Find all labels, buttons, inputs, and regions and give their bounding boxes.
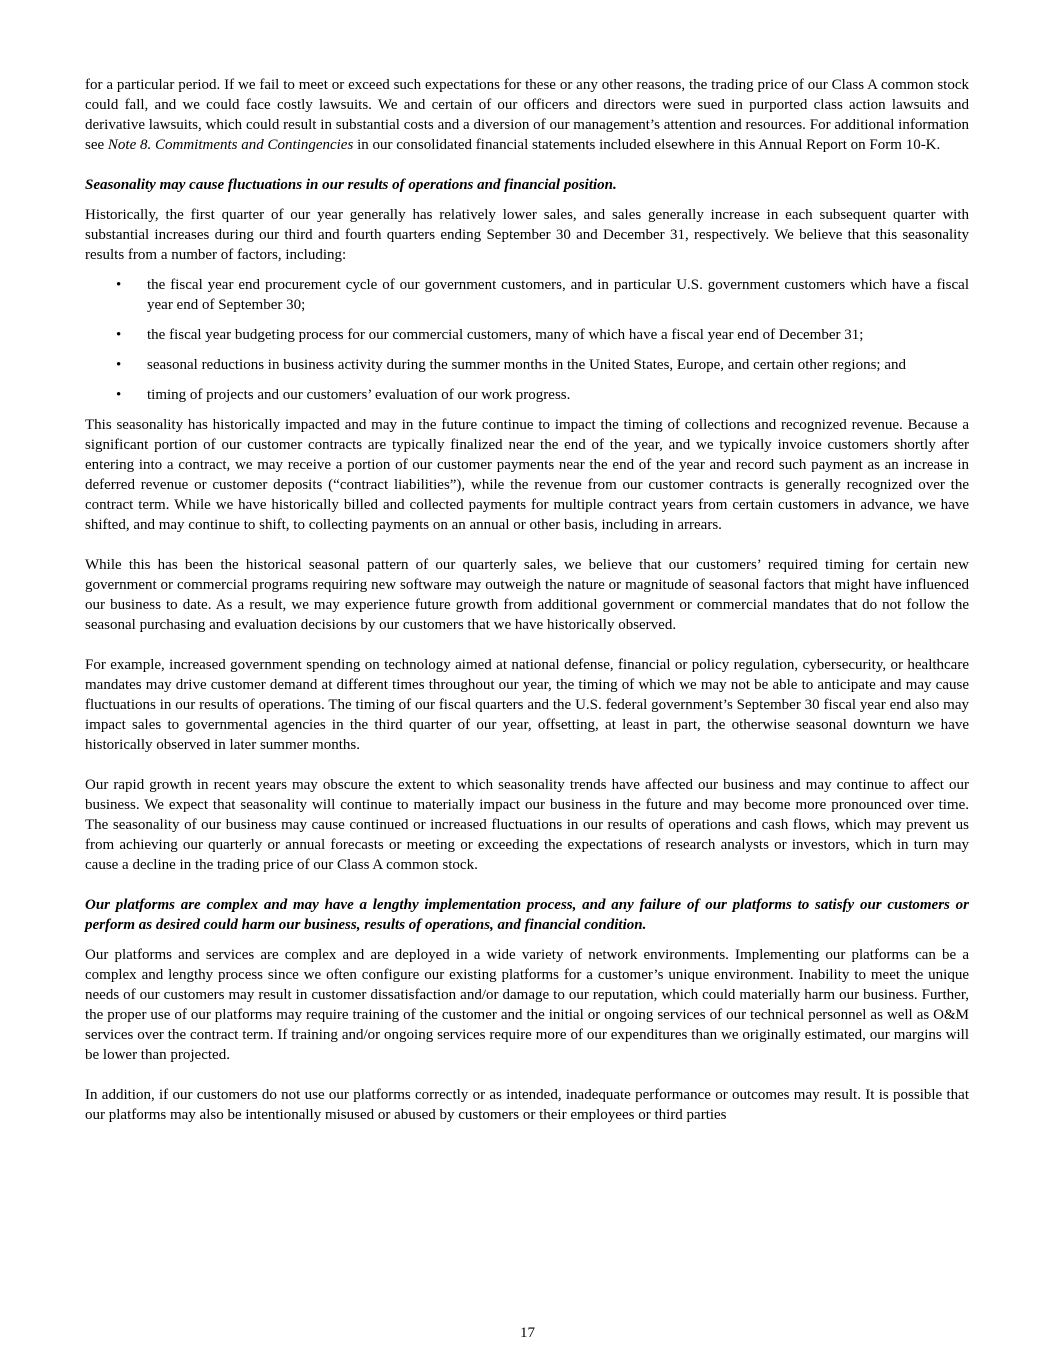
paragraph-trading-price (85, 75, 969, 155)
list-item (85, 325, 969, 345)
paragraph-historical-pattern: While this has been the historical seasonal pattern of our quarterly sales, we believe that our customers’ required timing for certain new government or commercial programs requiring new software may outweigh the nature or magnitude of seasonal factors that might have influenced our business to date. As a result, we may experience future growth from additional government or commercial mandates that do not follow the seasonal purchasing and evaluation decisions by our customers that we have historically observed. (85, 557, 969, 633)
list-item-text: the fiscal year budgeting process for our commercial customers, many of which have a fiscal year end of December 31; (147, 327, 864, 343)
paragraph-seasonality-intro: Historically, the first quarter of our year generally has relatively lower sales, and sales generally increase in each subsequent quarter with substantial increases during our third and fourth quarters ending September 30 and December 31, respectively. We believe that this seasonality results from a number of factors, including: (85, 207, 969, 263)
list-item-text: the fiscal year end procurement cycle of our government customers, and in particular U.S. government customers which have a fiscal year end of September 30; (147, 277, 969, 313)
list-item (85, 385, 969, 405)
bullet-marker: • (116, 387, 122, 403)
paragraph-text: for a particular period. If we fail to meet or exceed such expectations for these or any other reasons, the trading price of our Class A common stock could fall, and we could face costly lawsuits. We and certain of our officers and directors were sued in purported class action lawsuits and derivative lawsuits, which could result in substantial costs and a diversion of our management’s attention and resources. For additional information see (85, 77, 969, 153)
list-item (85, 275, 969, 315)
paragraph-rapid-growth: Our rapid growth in recent years may obscure the extent to which seasonality trends have affected our business and may continue to affect our business. We expect that seasonality will continue to materially impact our business in the future and may become more pronounced over time. The seasonality of our business may cause continued or increased fluctuations in our results of operations and cash flows, which may prevent us from achieving our quarterly or annual forecasts or meeting or exceeding the expectations of research analysts or investors, which in turn may cause a decline in the trading price of our Class A common stock. (85, 777, 969, 873)
bullet-marker: • (116, 357, 122, 373)
section-heading-seasonality: Seasonality may cause fluctuations in our results of operations and financial position. (85, 177, 617, 193)
section-heading-platforms: Our platforms are complex and may have a lengthy implementation process, and any failure of our platforms to satisfy our customers or perform as desired could harm our business, results of operations, and financial condition. (85, 897, 969, 933)
paragraph-platform-misuse: In addition, if our customers do not use our platforms correctly or as intended, inadequate performance or outcomes may result. It is possible that our platforms may also be intentionally misused or abused by customers or their employees or third parties (85, 1087, 969, 1123)
note-reference: Note 8. Commitments and Contingencies (107, 137, 354, 153)
seasonality-factors-list (85, 275, 969, 405)
paragraph-text: in our consolidated financial statements included elsewhere in this Annual Report on Form 10-K. (353, 137, 941, 153)
paragraph-platforms-complex: Our platforms and services are complex and are deployed in a wide variety of network environments. Implementing our platforms can be a complex and lengthy process since we often configure our existing platforms for a customer’s unique environment. Inability to meet the unique needs of our customers may result in customer dissatisfaction and/or damage to our reputation, which could materially harm our business. Further, the proper use of our platforms may require training of the customer and the initial or ongoing services of our technical personnel as well as O&M services over the contract term. If training and/or ongoing services require more of our expenditures than we originally estimated, our margins will be lower than projected. (85, 947, 969, 1063)
list-item-text: seasonal reductions in business activity during the summer months in the United States, Europe, and certain other regions; and (147, 357, 907, 373)
list-item-text: timing of projects and our customers’ evaluation of our work progress. (147, 387, 571, 403)
paragraph-collections-timing: This seasonality has historically impacted and may in the future continue to impact the timing of collections and recognized revenue. Because a significant portion of our customer contracts are typically finalized near the end of the year, and we typically invoice customers shortly after entering into a contract, we may receive a portion of our customer payments near the end of the year and record such payment as an increase in deferred revenue or customer deposits (“contract liabilities”), while the revenue from our customer contracts is generally recognized over the contract term. While we have historically billed and collected payments for multiple contract years from certain customers in advance, we have shifted, and may continue to shift, to collecting payments on an annual or other basis, including in arrears. (85, 417, 969, 533)
page-number: 17 (520, 1325, 535, 1341)
paragraph-government-spending: For example, increased government spending on technology aimed at national defense, financial or policy regulation, cybersecurity, or healthcare mandates may drive customer demand at different times throughout our year, the timing of which we may not be able to anticipate and may cause fluctuations in our results of operations. The timing of our fiscal quarters and the U.S. federal government’s September 30 fiscal year end also may impact sales to governmental agencies in the third quarter of our year, offsetting, at least in part, the otherwise seasonal downturn we have historically observed in later summer months. (85, 657, 969, 753)
list-item (85, 355, 969, 375)
document-page (85, 75, 969, 1125)
bullet-marker: • (116, 327, 122, 343)
bullet-marker: • (116, 277, 122, 293)
